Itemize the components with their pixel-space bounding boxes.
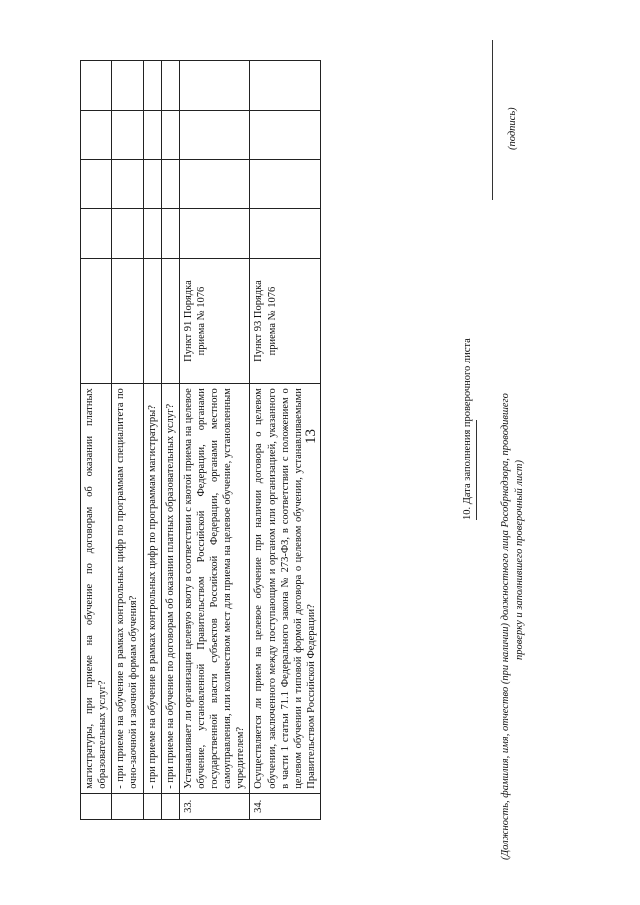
legal-reference: [112, 258, 143, 383]
answer-cell-note: [161, 61, 179, 111]
answer-cell-na: [81, 110, 112, 159]
answer-cell-note: [143, 61, 161, 111]
table-row: [143, 61, 161, 820]
answer-cell-no: [81, 159, 112, 208]
answer-cell-yes: [112, 209, 143, 258]
signature-label: (подпись): [507, 107, 518, 150]
answer-cell-no: [161, 159, 179, 208]
row-number: 33.: [179, 793, 250, 819]
answer-cell-na: [179, 110, 250, 159]
legal-reference: Пункт 91 Порядка приема № 1076: [179, 258, 250, 383]
row-number: [143, 793, 161, 819]
answer-cell-yes: [250, 209, 321, 258]
legal-reference: [161, 258, 179, 383]
legal-reference: Пункт 93 Порядка приема № 1076: [250, 258, 321, 383]
question-text: Осуществляется ли прием на целевое обучение при наличии договора о целевом обучении, заключенного между поступающим и органом или организацией, указанного в части 1 статьи 71.1 Федерального закона № 273-ФЗ, в соответствии с положением о целевом обучении и типовой формой договора о целевом обучении, устанавливаемыми Правительством Российской Федерации?: [250, 384, 321, 794]
legal-reference: [143, 258, 161, 383]
answer-cell-na: [143, 110, 161, 159]
question-text: - при приеме на обучение в рамках контрольных цифр по программам магистратуры?: [143, 384, 161, 794]
row-number: [161, 793, 179, 819]
answer-cell-no: [250, 159, 321, 208]
checklist-sheet: [80, 60, 480, 820]
question-text: Устанавливает ли организация целевую квоту в соответствии с квотой приема на целевое обучение, установленной Правительством Российской Федерации, органами государственной власти субъектов Российской Федерации, органами местного самоуправления, или количеством мест для приема на целевое обучение, установленным учредителем?: [179, 384, 250, 794]
table-row: [81, 61, 112, 820]
answer-cell-na: [161, 110, 179, 159]
row-number: 34.: [250, 793, 321, 819]
question-text: магистратуры, при приеме на обучение по договорам об оказании платных образовательных услуг?: [81, 384, 112, 794]
signature-underline: [492, 40, 493, 200]
date-underline: [476, 420, 477, 520]
page-number: 13: [303, 429, 319, 444]
legal-reference: [81, 258, 112, 383]
answer-cell-na: [112, 110, 143, 159]
answer-cell-na: [250, 110, 321, 159]
answer-cell-note: [81, 61, 112, 111]
answer-cell-no: [112, 159, 143, 208]
table-row: [179, 61, 250, 820]
checklist-table: [80, 60, 321, 820]
table-row: [112, 61, 143, 820]
answer-cell-note: [112, 61, 143, 111]
signature-caption-line2: проверку и заполнившего проверочный лист): [514, 460, 525, 660]
answer-cell-yes: [179, 209, 250, 258]
answer-cell-yes: [81, 209, 112, 258]
answer-cell-yes: [161, 209, 179, 258]
answer-cell-no: [179, 159, 250, 208]
table-row: [250, 61, 321, 820]
row-number: [112, 793, 143, 819]
signature-caption-line1: (Должность, фамилия, имя, отчество (при наличии) должностного лица Рособрнадзора, проводившего: [500, 393, 511, 860]
fill-date-label: 10. Дата заполнения проверочного листа: [462, 338, 473, 520]
answer-cell-note: [179, 61, 250, 111]
row-number: [81, 793, 112, 819]
answer-cell-yes: [143, 209, 161, 258]
question-text: - при приеме на обучение по договорам об оказании платных образовательных услуг?: [161, 384, 179, 794]
question-text: - при приеме на обучение в рамках контрольных цифр по программам специалитета по очно-заочной и заочной формам обучения?: [112, 384, 143, 794]
table-row: [161, 61, 179, 820]
answer-cell-no: [143, 159, 161, 208]
answer-cell-note: [250, 61, 321, 111]
